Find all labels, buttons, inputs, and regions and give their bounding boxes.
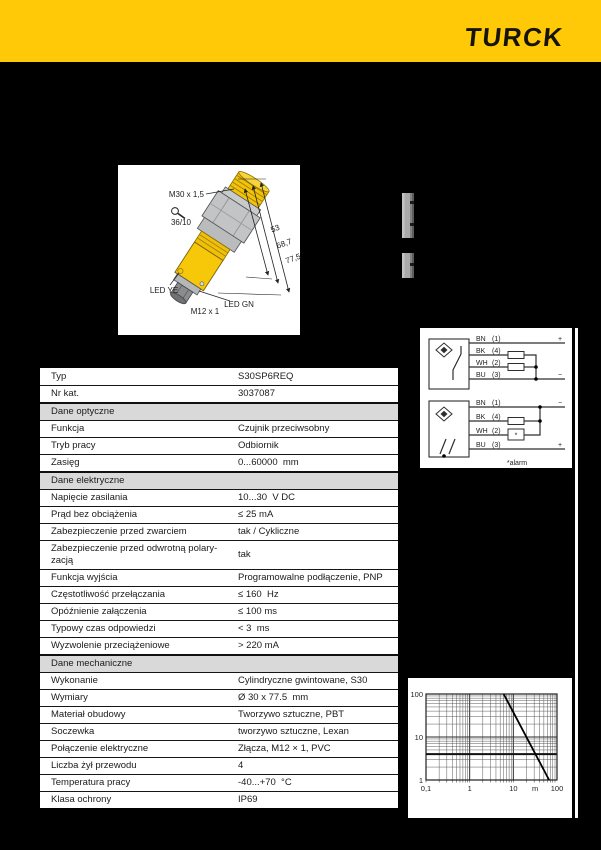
- spec-value: S30SP6REQ: [238, 370, 294, 382]
- table-row: [40, 506, 398, 523]
- table-row: [40, 757, 398, 774]
- label-thread-top: M30 x 1,5: [168, 190, 204, 199]
- wire-pin: (2): [492, 428, 501, 435]
- alarm-star: *: [514, 432, 518, 440]
- terminal-minus: −: [558, 372, 563, 379]
- y-axis-tick-label: 100: [410, 689, 423, 699]
- table-row: [40, 489, 398, 506]
- switch-symbol: [449, 439, 455, 454]
- spec-label: Nr kat.: [51, 388, 79, 399]
- terminal-minus: −: [558, 400, 563, 407]
- optical-sensor-symbol: [436, 343, 452, 357]
- product-photo-thumbnail-1: [402, 193, 414, 238]
- spec-value: Czujnik przeciwsobny: [238, 423, 330, 434]
- x-axis-tick-label: 10: [509, 784, 518, 793]
- spec-label: Dane mechaniczne: [51, 658, 133, 669]
- spec-value: Złącza, M12 × 1, PVC: [238, 743, 331, 754]
- spec-label: Prąd bez obciążenia: [51, 509, 138, 520]
- resistor-symbol: [508, 418, 524, 425]
- wiring-circuit-bottom: [429, 400, 565, 467]
- table-row: [40, 437, 398, 454]
- spec-value: < 3 ms: [238, 623, 270, 634]
- optical-sensor-symbol: [436, 407, 452, 421]
- label-m12: M12 x 1: [190, 307, 220, 316]
- spec-value: ≤ 100 ms: [238, 606, 278, 617]
- spec-label: Wymiary: [51, 692, 88, 703]
- table-row: [40, 689, 398, 706]
- table-row: [40, 586, 398, 603]
- table-row: [40, 620, 398, 637]
- wire-label: BU: [476, 442, 486, 449]
- junction-dot: [534, 377, 538, 381]
- table-row: [40, 569, 398, 586]
- alarm-note: *alarm: [506, 460, 528, 467]
- spec-label: Materiał obudowy: [51, 709, 126, 720]
- spec-table: [40, 368, 398, 808]
- spec-label: Typ: [51, 370, 67, 382]
- spec-value: ≤ 25 mA: [238, 509, 274, 520]
- wire-pin: (2): [492, 360, 501, 367]
- spec-label: Zasięg: [51, 457, 80, 468]
- spec-value: ≤ 160 Hz: [238, 589, 279, 600]
- spec-label: Funkcja wyjścia: [51, 572, 118, 583]
- table-row: [40, 791, 398, 808]
- turck-logo: [448, 22, 584, 52]
- junction-dot: [442, 454, 446, 458]
- table-section-row: [40, 402, 398, 420]
- spec-label: Typowy czas odpowiedzi: [51, 623, 156, 634]
- spec-value: 0...60000 mm: [238, 457, 299, 468]
- spec-label: Wykonanie: [51, 675, 98, 686]
- spec-value: 10...30 V DC: [238, 492, 296, 503]
- wrench-icon: [172, 208, 185, 219]
- wire-label: WH: [476, 360, 488, 367]
- spec-value: 3037087: [238, 388, 275, 399]
- label-dim-68-7: 68,7: [275, 236, 294, 251]
- label-led-gn: LED GN: [224, 300, 254, 309]
- spec-value: tworzywo sztuczne, Lexan: [238, 726, 349, 737]
- wire-label: BK: [476, 348, 486, 355]
- junction-dot: [538, 419, 542, 423]
- product-drawing-panel: [118, 165, 303, 335]
- spec-label: Częstotliwość przełączania: [51, 589, 166, 600]
- table-row: [40, 740, 398, 757]
- wire-label: BK: [476, 414, 486, 421]
- wiring-diagram-panel: [420, 328, 572, 468]
- spec-value: 4: [238, 760, 244, 771]
- header-bar: [0, 0, 601, 62]
- wiring-diagram: [420, 328, 572, 468]
- wire-pin: (3): [492, 372, 501, 379]
- switch-symbol: [440, 439, 446, 454]
- table-row: [40, 523, 398, 540]
- label-dim-77-5: 77,5: [284, 251, 303, 266]
- table-row: [40, 774, 398, 791]
- spec-label: Tryb pracy: [51, 440, 96, 451]
- y-axis-tick-label: 1: [418, 775, 423, 785]
- spec-value: Tworzywo sztuczne, PBT: [238, 709, 345, 720]
- x-axis-tick-label: 0,1: [420, 784, 432, 793]
- table-row: [40, 385, 398, 402]
- spec-value: -40...+70 °C: [238, 777, 292, 788]
- x-axis-unit-label: m: [532, 784, 539, 793]
- spec-value: tak / Cykliczne: [238, 526, 300, 537]
- spec-label: Dane elektryczne: [51, 475, 125, 486]
- wire-pin: (1): [492, 336, 501, 343]
- spec-label: Klasa ochrony: [51, 794, 112, 805]
- wire-pin: (4): [492, 348, 501, 355]
- spec-value: Cylindryczne gwintowane, S30: [238, 675, 368, 686]
- table-row: [40, 672, 398, 689]
- wire-label: WH: [476, 428, 488, 435]
- spec-label: Dane optyczne: [51, 406, 115, 417]
- wiring-circuit-top: [429, 336, 565, 389]
- spec-label: Temperatura pracy: [51, 777, 131, 788]
- spec-label: Wyzwolenie przeciążeniowe: [51, 640, 170, 651]
- sensor-drawing: [118, 165, 303, 335]
- page-edge-strip: [575, 328, 578, 818]
- label-dim-53: 53: [269, 222, 281, 235]
- wire-pin: (4): [492, 414, 501, 421]
- resistor-symbol: [508, 352, 524, 359]
- table-row: [40, 420, 398, 437]
- junction-dot: [534, 365, 538, 369]
- table-section-row: [40, 654, 398, 672]
- y-axis-tick-label: 10: [414, 732, 423, 742]
- table-row: [40, 368, 398, 385]
- table-row: [40, 603, 398, 620]
- excess-gain-chart: [408, 678, 572, 818]
- spec-value: tak: [238, 549, 251, 560]
- spec-label: Funkcja: [51, 423, 85, 434]
- turck-logo-text: TURCK: [463, 22, 566, 52]
- spec-value: Odbiornik: [238, 440, 279, 451]
- spec-label: Soczewka: [51, 726, 95, 737]
- table-section-row: [40, 471, 398, 489]
- table-row: [40, 454, 398, 471]
- x-axis-tick-label: 1: [467, 784, 472, 793]
- wire-pin: (3): [492, 442, 501, 449]
- spec-label: Zabezpieczenie przed odwrotną polary-zacją: [51, 543, 218, 566]
- spec-label: Zabezpieczenie przed zwarciem: [51, 526, 187, 537]
- table-row: [40, 706, 398, 723]
- spec-label: Połączenie elektryczne: [51, 743, 149, 754]
- wire-label: BU: [476, 372, 486, 379]
- resistor-symbol: [508, 364, 524, 371]
- table-row: [40, 540, 398, 569]
- spec-label: Napięcie zasilania: [51, 492, 128, 503]
- excess-gain-chart-panel: [408, 678, 572, 818]
- spec-value: Ø 30 x 77.5 mm: [238, 692, 309, 703]
- spec-label: Liczba żył przewodu: [51, 760, 137, 771]
- product-photo-thumbnail-2: [402, 253, 414, 278]
- switch-symbol: [453, 346, 461, 380]
- terminal-plus: +: [558, 336, 563, 343]
- spec-label: Opóźnienie załączenia: [51, 606, 147, 617]
- table-row: [40, 637, 398, 654]
- wire-label: BN: [476, 336, 486, 343]
- spec-value: IP69: [238, 794, 258, 805]
- x-axis-tick-label: 100: [550, 784, 564, 793]
- junction-dot: [538, 405, 542, 409]
- wire-pin: (1): [492, 400, 501, 407]
- terminal-plus: +: [558, 442, 563, 449]
- label-wrench-size: 36/10: [170, 218, 192, 227]
- spec-value: > 220 mA: [238, 640, 279, 651]
- wire-label: BN: [476, 400, 486, 407]
- label-led-ye: LED YE: [149, 286, 179, 295]
- spec-value: Programowalne podłączenie, PNP: [238, 572, 383, 583]
- table-row: [40, 723, 398, 740]
